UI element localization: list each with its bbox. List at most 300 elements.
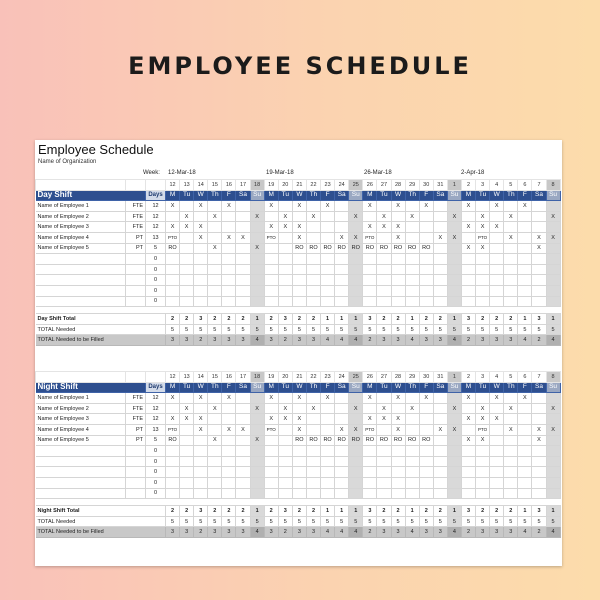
total-value: 5	[278, 516, 292, 527]
schedule-cell: RO	[335, 435, 349, 446]
schedule-cell	[518, 456, 532, 467]
schedule-cell	[546, 467, 560, 478]
schedule-cell: X	[292, 222, 306, 233]
schedule-cell	[532, 456, 546, 467]
total-value: 2	[222, 506, 236, 517]
employee-days: 12	[146, 393, 166, 404]
schedule-cell: X	[236, 232, 250, 243]
schedule-cell	[363, 477, 377, 488]
schedule-cell: X	[490, 222, 504, 233]
schedule-cell	[363, 446, 377, 457]
schedule-cell	[546, 275, 560, 286]
total-value: 5	[447, 324, 461, 335]
date-cell: 14	[194, 372, 208, 383]
schedule-cell	[461, 446, 475, 457]
schedule-cell	[180, 296, 194, 307]
schedule-cell	[278, 254, 292, 265]
schedule-cell	[335, 403, 349, 414]
weekday-cell: F	[518, 382, 532, 393]
schedule-cell	[518, 211, 532, 222]
schedule-cell	[250, 477, 264, 488]
schedule-cell	[532, 414, 546, 425]
employee-row	[36, 393, 561, 404]
total-value: 4	[349, 335, 363, 346]
schedule-cell	[447, 467, 461, 478]
date-cell: 16	[222, 372, 236, 383]
schedule-cell	[405, 467, 419, 478]
week-start-2: 19-Mar-18	[266, 170, 294, 176]
total-value: 2	[490, 314, 504, 325]
schedule-cell: X	[363, 393, 377, 404]
schedule-cell	[504, 254, 518, 265]
weekday-cell: M	[461, 382, 475, 393]
schedule-cell	[166, 285, 180, 296]
schedule-cell: PTO	[264, 424, 278, 435]
total-value: 3	[363, 314, 377, 325]
schedule-cell: X	[166, 393, 180, 404]
schedule-cell	[236, 488, 250, 499]
schedule-cell	[349, 285, 363, 296]
schedule-cell: X	[532, 435, 546, 446]
employee-type: FTE	[126, 211, 146, 222]
schedule-cell	[546, 285, 560, 296]
schedule-cell	[532, 285, 546, 296]
schedule-cell	[391, 275, 405, 286]
schedule-cell: X	[546, 403, 560, 414]
schedule-cell	[419, 254, 433, 265]
total-value: 4	[349, 527, 363, 538]
schedule-cell	[532, 254, 546, 265]
total-value: 4	[546, 335, 560, 346]
total-value: 2	[194, 335, 208, 346]
total-value: 5	[264, 324, 278, 335]
total-value: 4	[250, 527, 264, 538]
schedule-cell	[490, 285, 504, 296]
total-value: 3	[194, 506, 208, 517]
schedule-cell: X	[461, 222, 475, 233]
schedule-cell	[292, 264, 306, 275]
schedule-cell: X	[518, 393, 532, 404]
schedule-cell: X	[504, 403, 518, 414]
schedule-cell: X	[306, 211, 320, 222]
weekday-cell: M	[264, 190, 278, 201]
employee-type: PT	[126, 435, 146, 446]
employee-name: Name of Employee 4	[36, 424, 126, 435]
total-value: 3	[264, 527, 278, 538]
schedule-cell	[363, 285, 377, 296]
total-value: 1	[349, 506, 363, 517]
total-value: 5	[476, 516, 490, 527]
schedule-cell: X	[180, 222, 194, 233]
schedule-cell	[433, 211, 447, 222]
date-cell: 3	[476, 372, 490, 383]
schedule-cell	[250, 264, 264, 275]
schedule-cell: X	[194, 414, 208, 425]
schedule-cell	[518, 446, 532, 457]
schedule-cell	[532, 211, 546, 222]
schedule-cell: X	[349, 403, 363, 414]
weekday-cell: Sa	[335, 382, 349, 393]
schedule-cell	[250, 414, 264, 425]
shift-title: Night Shift	[36, 382, 146, 393]
total-value: 5	[504, 516, 518, 527]
schedule-cell	[236, 264, 250, 275]
date-cell: 23	[321, 180, 335, 191]
schedule-cell	[419, 488, 433, 499]
schedule-cell: X	[391, 222, 405, 233]
total-value: 2	[264, 506, 278, 517]
employee-row	[36, 232, 561, 243]
schedule-cell: RO	[349, 435, 363, 446]
employee-name: Name of Employee 1	[36, 201, 126, 212]
total-value: 2	[236, 506, 250, 517]
weekday-cell: Sa	[236, 190, 250, 201]
date-cell: 13	[180, 372, 194, 383]
total-value: 3	[377, 335, 391, 346]
schedule-cell	[377, 446, 391, 457]
total-value: 5	[405, 516, 419, 527]
schedule-cell: X	[264, 393, 278, 404]
total-value: 2	[306, 506, 320, 517]
schedule-cell: X	[349, 232, 363, 243]
date-number-row	[36, 180, 561, 191]
schedule-cell	[476, 467, 490, 478]
schedule-cell: X	[405, 403, 419, 414]
weekday-cell: Th	[405, 190, 419, 201]
schedule-cell	[504, 285, 518, 296]
schedule-cell	[518, 467, 532, 478]
schedule-cell	[222, 488, 236, 499]
schedule-cell	[546, 488, 560, 499]
schedule-cell: X	[476, 403, 490, 414]
schedule-cell	[278, 488, 292, 499]
weekday-cell: Su	[546, 382, 560, 393]
weekday-cell: Su	[250, 382, 264, 393]
schedule-cell: X	[377, 211, 391, 222]
schedule-cell	[264, 456, 278, 467]
schedule-cell	[447, 488, 461, 499]
employee-days: 0	[146, 296, 166, 307]
schedule-cell	[264, 254, 278, 265]
weekday-cell: Tu	[180, 190, 194, 201]
total-value: 3	[391, 527, 405, 538]
schedule-cell	[461, 211, 475, 222]
total-value: 2	[532, 527, 546, 538]
date-cell: 25	[349, 372, 363, 383]
schedule-cell	[490, 446, 504, 457]
weekday-cell: Th	[504, 382, 518, 393]
weekday-cell: F	[222, 382, 236, 393]
schedule-cell	[335, 296, 349, 307]
total-value: 4	[321, 527, 335, 538]
schedule-cell: X	[391, 232, 405, 243]
total-value: 5	[363, 516, 377, 527]
schedule-cell	[222, 222, 236, 233]
schedule-cell	[306, 446, 320, 457]
schedule-cell: RO	[349, 243, 363, 254]
schedule-cell	[306, 296, 320, 307]
date-cell: 5	[504, 180, 518, 191]
total-value: 4	[447, 335, 461, 346]
schedule-cell: X	[461, 435, 475, 446]
schedule-cell	[405, 285, 419, 296]
schedule-cell: X	[363, 414, 377, 425]
schedule-cell	[405, 488, 419, 499]
schedule-cell	[476, 264, 490, 275]
total-value: 3	[292, 335, 306, 346]
total-value: 1	[250, 506, 264, 517]
schedule-cell	[349, 275, 363, 286]
date-cell: 13	[180, 180, 194, 191]
date-cell: 16	[222, 180, 236, 191]
schedule-cell: RO	[306, 243, 320, 254]
schedule-cell	[264, 477, 278, 488]
schedule-cell	[349, 446, 363, 457]
weekday-cell: Th	[405, 382, 419, 393]
date-cell: 28	[391, 372, 405, 383]
schedule-cell	[391, 403, 405, 414]
schedule-cell	[222, 477, 236, 488]
schedule-cell	[180, 456, 194, 467]
schedule-cell	[264, 296, 278, 307]
schedule-cell: X	[433, 424, 447, 435]
schedule-cell	[321, 264, 335, 275]
schedule-cell	[222, 211, 236, 222]
blank-cell	[36, 372, 126, 383]
schedule-cell	[236, 222, 250, 233]
schedule-cell	[250, 222, 264, 233]
schedule-cell: RO	[391, 243, 405, 254]
total-value: 3	[222, 527, 236, 538]
weekday-cell: Tu	[278, 190, 292, 201]
schedule-cell	[194, 456, 208, 467]
weekday-cell: Sa	[433, 190, 447, 201]
total-value: 3	[166, 335, 180, 346]
schedule-cell	[363, 211, 377, 222]
schedule-cell	[321, 222, 335, 233]
schedule-cell	[349, 222, 363, 233]
employee-days: 0	[146, 467, 166, 478]
total-value: 5	[518, 516, 532, 527]
schedule-cell	[222, 467, 236, 478]
schedule-cell	[532, 446, 546, 457]
weekday-cell: W	[391, 382, 405, 393]
schedule-cell	[250, 467, 264, 478]
schedule-cell	[419, 264, 433, 275]
total-value: 2	[504, 314, 518, 325]
weekday-cell: Tu	[278, 382, 292, 393]
total-value: 2	[476, 314, 490, 325]
total-value: 2	[166, 506, 180, 517]
total-value: 1	[321, 506, 335, 517]
weekday-cell: W	[391, 190, 405, 201]
total-value: 2	[461, 335, 475, 346]
total-value: 3	[532, 314, 546, 325]
total-needed-row	[36, 516, 561, 527]
week-label: Week:	[143, 170, 160, 176]
schedule-cell: X	[250, 211, 264, 222]
employee-name: Name of Employee 1	[36, 393, 126, 404]
date-cell: 23	[321, 372, 335, 383]
schedule-cell	[546, 456, 560, 467]
schedule-cell	[250, 456, 264, 467]
employee-row	[36, 296, 561, 307]
schedule-cell	[518, 477, 532, 488]
total-value: 3	[433, 335, 447, 346]
employee-days: 12	[146, 414, 166, 425]
schedule-cell	[490, 275, 504, 286]
employee-row	[36, 211, 561, 222]
schedule-cell: PTO	[166, 424, 180, 435]
weekday-cell: Tu	[377, 190, 391, 201]
total-value: 5	[377, 516, 391, 527]
schedule-cell	[250, 488, 264, 499]
total-value: 4	[335, 335, 349, 346]
schedule-cell: RO	[166, 435, 180, 446]
total-value: 5	[377, 324, 391, 335]
schedule-cell	[166, 477, 180, 488]
total-value: 3	[236, 335, 250, 346]
schedule-cell: X	[180, 414, 194, 425]
schedule-cell: RO	[363, 243, 377, 254]
schedule-cell	[377, 456, 391, 467]
schedule-cell	[518, 232, 532, 243]
schedule-cell	[222, 254, 236, 265]
schedule-cell	[194, 254, 208, 265]
schedule-cell	[222, 243, 236, 254]
schedule-cell: RO	[391, 435, 405, 446]
schedule-cell	[335, 275, 349, 286]
employee-days: 12	[146, 201, 166, 212]
weekday-cell: Th	[306, 382, 320, 393]
total-value: 5	[208, 324, 222, 335]
spacer-cell	[36, 307, 561, 314]
total-label: TOTAL Needed	[36, 324, 166, 335]
schedule-cell: X	[321, 393, 335, 404]
schedule-cell	[292, 477, 306, 488]
date-cell: 1	[447, 180, 461, 191]
weekday-cell: Th	[306, 190, 320, 201]
week-row	[35, 168, 562, 178]
date-cell: 2	[461, 180, 475, 191]
total-value: 2	[461, 527, 475, 538]
total-value: 3	[180, 335, 194, 346]
schedule-cell	[250, 296, 264, 307]
total-value: 3	[504, 335, 518, 346]
schedule-cell	[377, 477, 391, 488]
schedule-cell	[208, 264, 222, 275]
schedule-cell: RO	[292, 243, 306, 254]
schedule-cell	[335, 414, 349, 425]
schedule-cell	[349, 414, 363, 425]
schedule-cell: X	[518, 201, 532, 212]
schedule-cell	[433, 456, 447, 467]
schedule-cell: X	[292, 414, 306, 425]
employee-type: FTE	[126, 222, 146, 233]
total-value: 5	[180, 324, 194, 335]
schedule-cell	[433, 403, 447, 414]
blank-cell	[126, 180, 146, 191]
schedule-cell: X	[250, 435, 264, 446]
schedule-cell	[476, 275, 490, 286]
total-value: 3	[306, 335, 320, 346]
employee-type: FTE	[126, 414, 146, 425]
weekday-cell: Th	[504, 190, 518, 201]
employee-row	[36, 456, 561, 467]
schedule-cell	[278, 446, 292, 457]
schedule-cell	[476, 456, 490, 467]
schedule-cell	[321, 488, 335, 499]
total-needed-filled-row	[36, 527, 561, 538]
weekday-cell: Sa	[335, 190, 349, 201]
day-shift-header-row	[36, 190, 561, 201]
total-value: 3	[278, 314, 292, 325]
schedule-cell	[321, 275, 335, 286]
total-value: 5	[419, 324, 433, 335]
schedule-cell	[321, 414, 335, 425]
schedule-cell	[278, 467, 292, 478]
total-value: 2	[278, 527, 292, 538]
schedule-cell: X	[461, 414, 475, 425]
weekday-cell: Su	[447, 382, 461, 393]
schedule-cell	[391, 446, 405, 457]
employee-days: 0	[146, 446, 166, 457]
schedule-cell: RO	[377, 243, 391, 254]
schedule-cell: RO	[405, 243, 419, 254]
total-value: 4	[518, 527, 532, 538]
night-shift-header-row	[36, 382, 561, 393]
employee-name	[36, 488, 126, 499]
schedule-cell	[278, 201, 292, 212]
total-value: 3	[504, 527, 518, 538]
date-cell: 30	[419, 372, 433, 383]
total-value: 2	[208, 506, 222, 517]
schedule-cell	[405, 232, 419, 243]
sheet-title: Employee Schedule	[38, 142, 154, 157]
schedule-cell: X	[236, 424, 250, 435]
weekday-cell: M	[166, 190, 180, 201]
schedule-cell: X	[391, 201, 405, 212]
schedule-cell	[490, 403, 504, 414]
total-value: 1	[518, 314, 532, 325]
schedule-cell	[363, 403, 377, 414]
schedule-cell	[490, 435, 504, 446]
date-cell: 30	[419, 180, 433, 191]
date-cell: 29	[405, 372, 419, 383]
total-needed-row	[36, 324, 561, 335]
schedule-cell	[306, 477, 320, 488]
schedule-cell	[419, 222, 433, 233]
schedule-cell	[447, 446, 461, 457]
date-cell: 26	[363, 372, 377, 383]
schedule-cell	[405, 414, 419, 425]
schedule-cell	[222, 414, 236, 425]
weekday-cell: W	[490, 190, 504, 201]
schedule-cell	[180, 264, 194, 275]
employee-type	[126, 264, 146, 275]
weekday-cell: Su	[349, 190, 363, 201]
schedule-cell	[278, 275, 292, 286]
schedule-cell	[447, 435, 461, 446]
schedule-cell	[363, 254, 377, 265]
schedule-cell	[264, 403, 278, 414]
employee-type	[126, 477, 146, 488]
schedule-cell	[321, 446, 335, 457]
schedule-cell	[335, 446, 349, 457]
schedule-cell	[321, 456, 335, 467]
schedule-cell	[476, 477, 490, 488]
schedule-cell	[222, 296, 236, 307]
